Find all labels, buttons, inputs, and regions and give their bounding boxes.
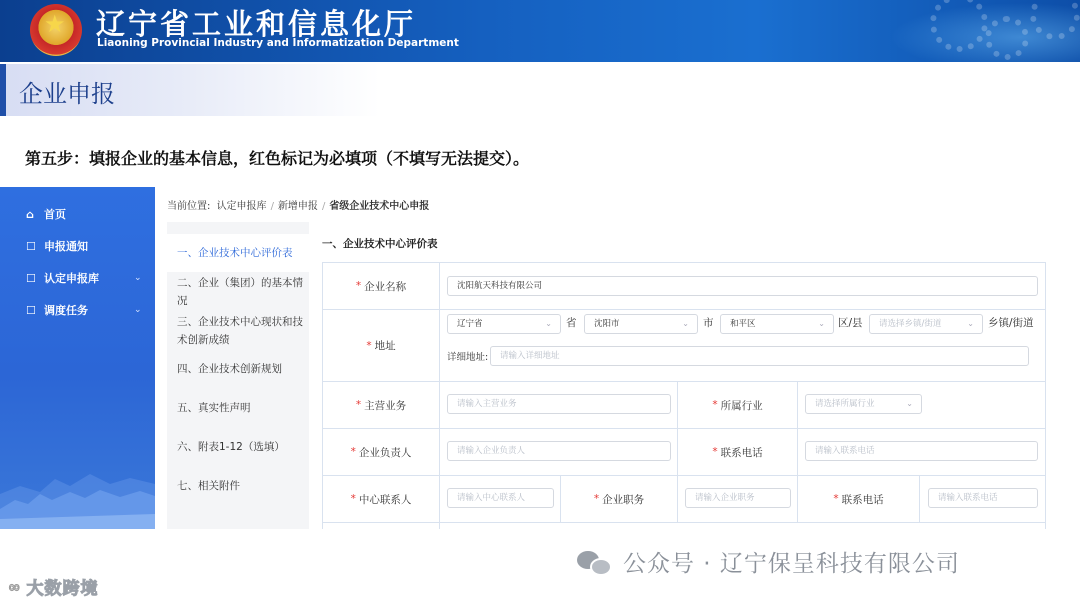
field-label: 企业负责人: [358, 446, 412, 459]
form-step-2[interactable]: 二、企业（集团）的基本情况: [177, 277, 303, 307]
notice-icon: ☐: [26, 239, 36, 253]
section-title: 企业申报: [19, 80, 115, 108]
corner-watermark: [8, 574, 99, 599]
phone2-label: [797, 475, 920, 523]
required-mark: *: [366, 339, 372, 352]
step-instruction: 第五步：填报企业的基本信息，红色标记为必填项（不填写无法提交）。: [25, 149, 530, 168]
required-mark: *: [355, 399, 362, 411]
form-step-3[interactable]: 三、企业技术中心现状和技术创新成绩: [177, 316, 303, 346]
sidebar-item-home[interactable]: [26, 206, 66, 222]
sidebar-item-label: 首页: [44, 208, 66, 221]
form-step-1[interactable]: 一、企业技术中心评价表: [177, 247, 293, 259]
industry-placeholder: 请选择所属行业: [815, 399, 875, 409]
district-unit: 区/县: [838, 317, 863, 329]
town-unit: 乡镇/街道: [988, 317, 1034, 329]
chevron-down-icon[interactable]: ⌄: [134, 273, 142, 283]
star-icon: ★: [44, 10, 66, 38]
sidebar-item-label: 申报通知: [44, 240, 88, 253]
field-label: 企业名称: [364, 280, 407, 293]
required-mark: *: [355, 280, 362, 292]
breadcrumb-item[interactable]: 新增申报: [277, 201, 318, 212]
required-mark: *: [350, 446, 356, 458]
infinity-logo-icon: ∞: [8, 577, 21, 596]
field-label: 联系电话: [720, 446, 763, 459]
sidebar-item-label: 调度任务: [44, 304, 88, 317]
breadcrumb: [167, 197, 429, 212]
task-icon: ☐: [26, 303, 36, 317]
section-accent-bar: [0, 64, 6, 116]
sidebar-item-database[interactable]: [26, 270, 99, 286]
required-mark: *: [833, 493, 839, 505]
field-label: 主营业务: [364, 399, 407, 412]
industry-select[interactable]: [805, 394, 922, 414]
department-subtitle: Liaoning Provincial Industry and Informatization Department: [97, 37, 459, 49]
form-step-7[interactable]: 七、相关附件: [177, 480, 240, 492]
owner-label: [322, 428, 440, 476]
next-row-cell: [322, 522, 440, 529]
field-label: 联系电话: [841, 493, 884, 506]
database-icon: ☐: [26, 271, 36, 285]
owner-input[interactable]: 请输入企业负责人: [447, 441, 671, 461]
home-icon: ⌂: [26, 207, 34, 221]
corner-watermark-text: 大数跨境: [26, 579, 99, 599]
town-select[interactable]: [869, 314, 983, 334]
chevron-down-icon: ⌄: [906, 399, 913, 408]
sidebar-item-label: 认定申报库: [44, 272, 99, 285]
required-mark: *: [712, 399, 718, 411]
province-value: 辽宁省: [457, 319, 483, 329]
chevron-down-icon: ⌄: [967, 319, 974, 328]
department-title: 辽宁省工业和信息化厅: [96, 7, 417, 41]
field-label: 中心联系人: [358, 493, 412, 506]
form-step-4[interactable]: 四、企业技术创新规划: [177, 363, 282, 375]
national-emblem-icon: [30, 4, 82, 56]
required-mark: *: [350, 493, 356, 505]
chevron-down-icon: ⌄: [682, 319, 689, 328]
province-unit: 省: [566, 317, 577, 329]
detail-address-input[interactable]: 请输入详细地址: [490, 346, 1029, 366]
gear-decoration-icon: [985, 16, 1029, 60]
district-select[interactable]: [720, 314, 834, 334]
form-title: 一、企业技术中心评价表: [322, 238, 438, 250]
breadcrumb-separator: /: [270, 201, 274, 212]
required-mark: *: [712, 446, 718, 458]
position-input[interactable]: 请输入企业职务: [685, 488, 791, 508]
chevron-down-icon: ⌄: [545, 319, 552, 328]
watermark-text: 公众号 · 辽宁保呈科技有限公司: [623, 551, 960, 577]
company-name-input[interactable]: 沈阳航天科技有限公司: [447, 276, 1038, 296]
wechat-logo-icon: [577, 547, 613, 577]
town-placeholder: 请选择乡镇/街道: [879, 319, 942, 329]
city-select[interactable]: [584, 314, 698, 334]
breadcrumb-current: 省级企业技术中心申报: [329, 201, 430, 212]
contact-input[interactable]: 请输入中心联系人: [447, 488, 554, 508]
next-row-cell: [439, 522, 1046, 529]
chevron-down-icon[interactable]: ⌄: [134, 305, 142, 315]
form-step-5[interactable]: 五、真实性声明: [177, 402, 251, 414]
field-label: 所属行业: [720, 399, 763, 412]
wechat-watermark: [577, 545, 960, 578]
sidebar-item-notice[interactable]: [26, 238, 88, 254]
sidebar-item-tasks[interactable]: [26, 302, 88, 318]
contact-label: [322, 475, 440, 523]
main-business-label: [322, 381, 440, 429]
phone-label: [677, 428, 798, 476]
industry-label: [677, 381, 798, 429]
main-business-input[interactable]: 请输入主营业务: [447, 394, 671, 414]
company-name-label: [322, 262, 440, 310]
city-value: 沈阳市: [594, 319, 620, 329]
phone-input[interactable]: 请输入联系电话: [805, 441, 1038, 461]
position-label: [560, 475, 678, 523]
field-label: 企业职务: [602, 493, 645, 506]
field-label: 地址: [374, 340, 396, 352]
breadcrumb-separator: /: [321, 201, 326, 212]
address-label: [322, 309, 440, 382]
breadcrumb-prefix: 当前位置:: [167, 201, 211, 212]
required-mark: *: [593, 493, 600, 505]
chevron-down-icon: ⌄: [818, 319, 825, 328]
phone2-input[interactable]: 请输入联系电话: [928, 488, 1038, 508]
detail-address-label: 详细地址:: [447, 352, 489, 363]
district-value: 和平区: [730, 319, 756, 329]
breadcrumb-item[interactable]: 认定申报库: [216, 201, 267, 212]
form-step-6[interactable]: 六、附表1-12（选填）: [177, 441, 285, 453]
province-select[interactable]: [447, 314, 561, 334]
city-unit: 市: [703, 317, 714, 329]
palace-skyline-image: [0, 434, 155, 529]
header-banner: [0, 0, 1080, 62]
